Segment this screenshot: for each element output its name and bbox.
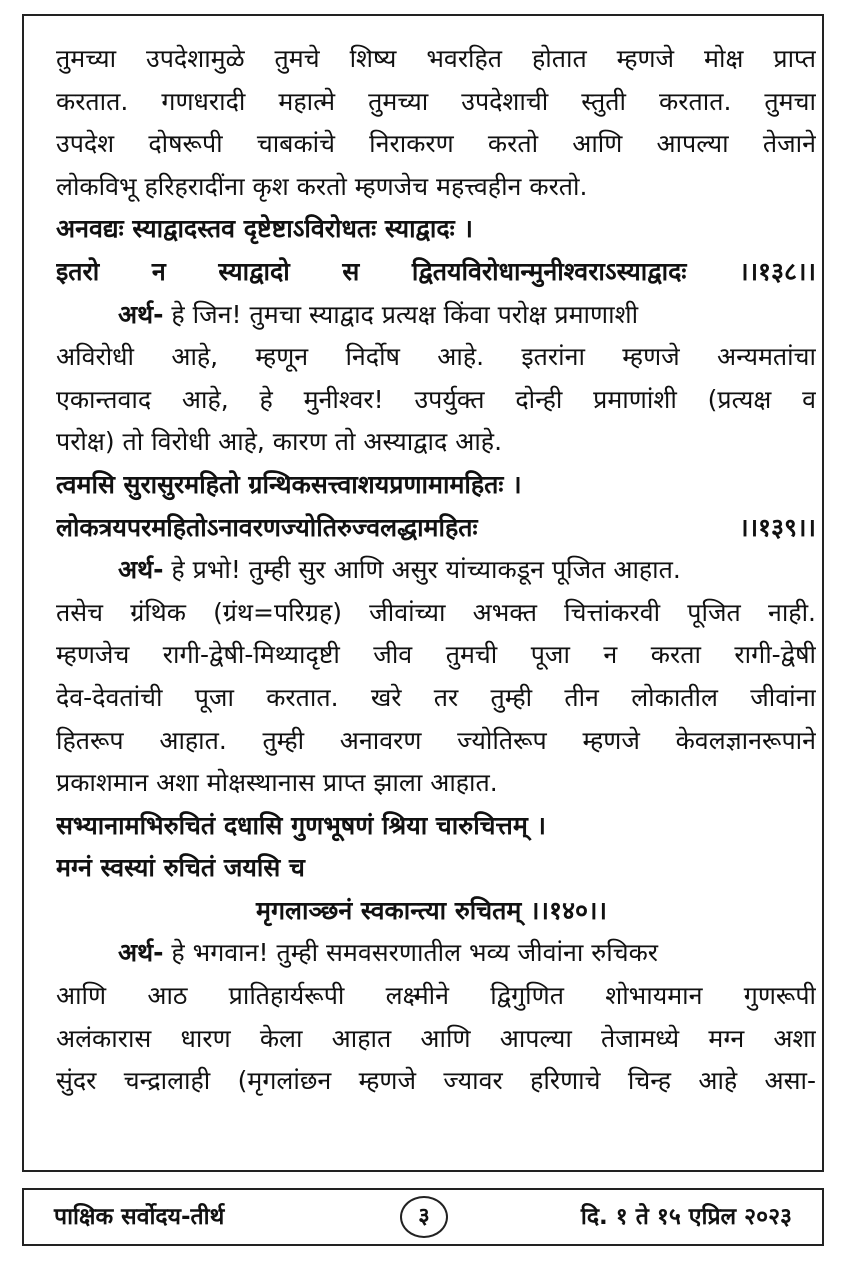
verse-line: त्वमसि सुरासुरमहितो ग्रन्थिकसत्त्वाशयप्रणामामहितः । — [56, 469, 522, 499]
verse-line: लोकत्रयपरमहितोऽनावरणज्योतिरुज्वलद्धामहितः ।।१३९।। — [56, 512, 816, 542]
meaning-text: हे जिन! तुमचा स्याद्वाद प्रत्यक्ष किंवा परोक्ष प्रमाणाशी — [171, 299, 639, 329]
issue-date: दि. १ ते १५ एप्रिल २०२३ — [580, 1204, 792, 1230]
meaning-text: हे प्रभो! तुम्ही सुर आणि असुर यांच्याकडून पूजित आहात. — [171, 555, 681, 585]
text-line: अलंकारास धारण केला आहात आणि आपल्या तेजामध्ये मग्न अशा — [56, 1023, 816, 1053]
verse-line: सभ्यानामभिरुचितं दधासि गुणभूषणं श्रिया चारुचित्तम् । — [56, 810, 546, 840]
text-line: एकान्तवाद आहे, हे मुनीश्वर! उपर्युक्त दोन्ही प्रमाणांशी (प्रत्यक्ष व — [56, 384, 816, 414]
text-line: उपदेश दोषरूपी चाबकांचे निराकरण करतो आणि आपल्या तेजाने — [56, 129, 816, 159]
page-body — [56, 38, 816, 1103]
verse-line: मग्नं स्वस्यां रुचितं जयसि च — [56, 853, 305, 883]
artha-label: अर्थ- — [118, 938, 164, 968]
artha-label: अर्थ- — [118, 299, 164, 329]
meaning-text: हे भगवान! तुम्ही समवसरणातील भव्य जीवांना रुचिकर — [171, 938, 659, 968]
page-frame — [22, 14, 824, 1172]
text-line: सुंदर चन्द्रालाही (मृगलांछन म्हणजे ज्यावर हरिणाचे चिन्ह आहे असा- — [56, 1066, 816, 1096]
text-line: देव-देवतांची पूजा करतात. खरे तर तुम्ही तीन लोकातील जीवांना — [56, 682, 816, 712]
meaning-line — [56, 549, 816, 592]
text-line: आणि आठ प्रातिहार्यरूपी लक्ष्मीने द्विगुणित शोभायमान गुणरूपी — [56, 981, 816, 1011]
verse-line: मृगलाञ्छनं स्वकान्त्या रुचितम् ।।१४०।। — [256, 895, 607, 925]
text-line: हितरूप आहात. तुम्ही अनावरण ज्योतिरूप म्हणजे केवलज्ञानरूपाने — [56, 725, 816, 755]
text-line: तसेच ग्रंथिक (ग्रंथ=परिग्रह) जीवांच्या अभक्त चित्तांकरवी पूजित नाही. — [56, 597, 816, 627]
text-line: अविरोधी आहे, म्हणून निर्दोष आहे. इतरांना म्हणजे अन्यमतांचा — [56, 342, 816, 372]
verse-line: इतरो न स्याद्वादो स द्वितयविरोधान्मुनीश्वराऽस्याद्वादः ।।१३८।। — [56, 256, 816, 286]
verse-line: अनवद्यः स्याद्वादस्तव दृष्टेष्टाऽविरोधतः स्याद्वादः । — [56, 214, 473, 244]
text-line: तुमच्या उपदेशामुळे तुमचे शिष्य भवरहित होतात म्हणजे मोक्ष प्राप्त — [56, 44, 816, 73]
text-line: परोक्ष) तो विरोधी आहे, कारण तो अस्याद्वाद आहे. — [56, 427, 503, 457]
meaning-line — [56, 294, 816, 337]
text-line: म्हणजेच रागी-द्वेषी-मिथ्यादृष्टी जीव तुमची पूजा न करता रागी-द्वेषी — [56, 640, 816, 670]
text-line: लोकविभू हरिहरादींना कृश करतो म्हणजेच महत्त्वहीन करतो. — [56, 171, 588, 201]
meaning-line — [56, 932, 816, 975]
page-number: ३ — [400, 1196, 448, 1238]
page-footer — [22, 1188, 824, 1246]
publication-title: पाक्षिक सर्वोदय-तीर्थ — [54, 1204, 225, 1230]
text-line: करतात. गणधरादी महात्मे तुमच्या उपदेशाची स्तुती करतात. तुमचा — [56, 86, 816, 116]
text-line: प्रकाशमान अशा मोक्षस्थानास प्राप्त झाला आहात. — [56, 768, 498, 798]
artha-label: अर्थ- — [118, 555, 164, 585]
